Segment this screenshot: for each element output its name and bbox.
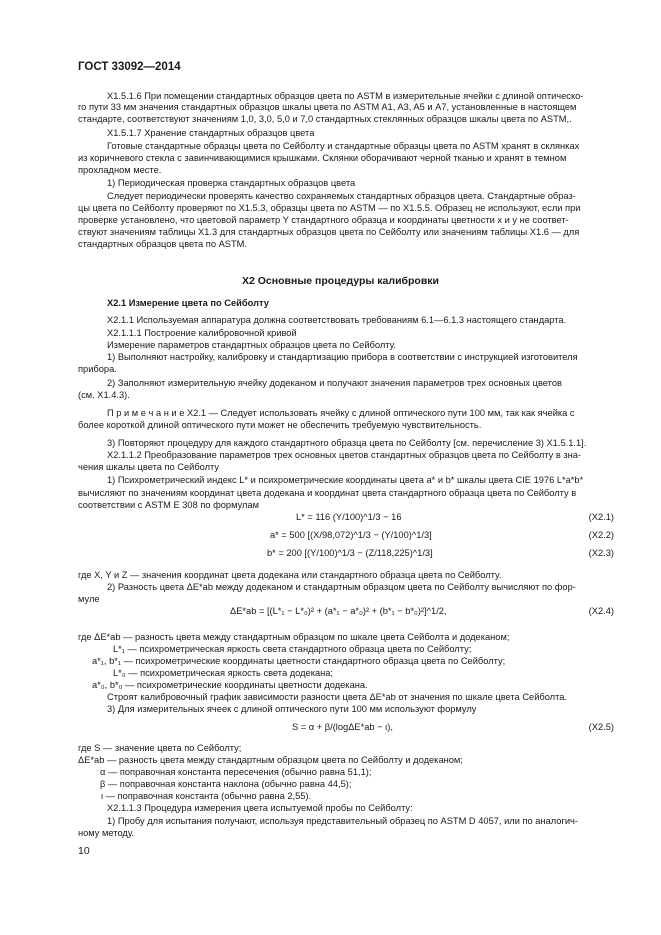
paragraph-line: где X, Y и Z — значения координат цвета додекана или стандартного образца цвета по Сейболту. (78, 570, 502, 580)
definition-line: a*₀, b*₀ — психрометрические координаты цветности додекана. (92, 680, 368, 690)
paragraph-line: 2) Разность цвета ΔE*ab между додеканом и стандартным образцом цвета по Сейболту вычисляют по фор- (107, 582, 576, 592)
paragraph-line: X2.1.1.2 Преобразование параметров трех основных цветов стандартных образцов цвета по Сейболту в зна- (107, 450, 582, 460)
paragraph-line: 3) Для измерительных ячеек с длиной оптического пути 100 мм используют формулу (107, 704, 477, 714)
equation-number: (X2.1) (588, 512, 614, 522)
paragraph-line: Следует периодически проверять качество сохраняемых стандартных образцов цвета. Стандартные образ- (107, 191, 576, 201)
paragraph-line: вычисляют по значениям координат цвета додекана и координат цвета стандартного образца цвета по Сейболту в (78, 488, 577, 498)
equation-x2-3: b* = 200 [(Y/100)^1/3 − (Z/118,225)^1/3] (267, 548, 433, 558)
equation-number: (X2.2) (588, 530, 614, 540)
paragraph-line: X1.5.1.6 При помещении стандартных образцов цвета по ASTM в измерительные ячейки с длиной оптическо- (107, 91, 584, 101)
paragraph-line: Готовые стандартные образцы цвета по Сейболту и стандартные образцы цвета по ASTM хранят в склянках (107, 141, 580, 151)
paragraph-line: 1) Периодическая проверка стандартных образцов цвета (107, 178, 356, 188)
definition-line: L*₁ — психрометрическая яркость света стандартного образца цвета по Сейболту; (113, 644, 472, 654)
paragraph-line: X1.5.1.7 Хранение стандартных образцов цвета (107, 128, 315, 138)
definition-line: где S — значение цвета по Сейболту; (78, 743, 242, 753)
paragraph-line: X2.1.1 Используемая аппаратура должна соответствовать требованиям 6.1—6.1.3 настоящего стандарта. (107, 315, 567, 325)
paragraph-line: 1) Выполняют настройку, калибровку и стандартизацию прибора в соответствии с инструкцией изготовителя (107, 352, 578, 362)
equation-number: (X2.3) (588, 548, 614, 558)
paragraph-line: проверке установлено, что цветовой параметр Y стандартного образца и координаты цветности x и y не соответ- (78, 215, 569, 225)
definition-line: L*₀ — психрометрическая яркость света додекана; (113, 668, 334, 678)
equation-number: (X2.4) (588, 606, 614, 616)
paragraph-line: Измерение параметров стандартных образцов цвета по Сейболту. (107, 340, 396, 350)
equation-x2-4: ΔE*ab = [(L*₁ − L*₀)² + (a*₁ − a*₀)² + (b*₁ − b*₀)²]^1/2, (230, 606, 447, 616)
document-header: ГОСТ 33092—2014 (78, 61, 181, 73)
paragraph-line: 3) Повторяют процедуру для каждого стандартного образца цвета по Сейболту [см. перечисление 3) X1.5.1.1]. (107, 438, 587, 448)
paragraph-line: прибора. (78, 364, 117, 374)
paragraph-line: стандартных образцов цвета по ASTM. (78, 239, 248, 249)
paragraph-line: Строят калибровочный график зависимости разности цвета ΔE*ab от значения по шкале цвета Сейболта. (107, 692, 568, 702)
paragraph-line: стандарте, соответствуют значениям 1,0, 3,0, 5,0 и 7,0 стандартных стеклянных образцов шкалы цвета по ASTM,. (78, 114, 572, 124)
equation-x2-2: a* = 500 [(X/98,072)^1/3 − (Y/100)^1/3] (270, 530, 432, 540)
page-number: 10 (78, 845, 90, 857)
paragraph-line: из коричневого стекла с завинчивающимися крышками. Склянки оборачивают черной тканью и хранят в темном (78, 153, 567, 163)
definition-line: ι — поправочная константа (обычно равна 2,55). (101, 791, 312, 801)
equation-number: (X2.5) (588, 722, 614, 732)
equation-x2-1: L* = 116 (Y/100)^1/3 − 16 (296, 512, 402, 522)
paragraph-line: ному методу. (78, 828, 135, 838)
paragraph-line: чения шкалы цвета по Сейболту (78, 462, 220, 472)
definition-line: α — поправочная константа пересечения (обычно равна 51,1); (100, 767, 372, 777)
note-line: П р и м е ч а н и е X2.1 — Следует использовать ячейку с длиной оптического пути 100 мм, так как ячейка с (107, 408, 575, 418)
section-heading: X2 Основные процедуры калибровки (242, 275, 439, 287)
paragraph-line: соответствии с ASTM E 308 по формулам (78, 500, 260, 510)
paragraph-line: 1) Пробу для испытания получают, используя представительный образец по ASTM D 4057, или по аналогич- (107, 816, 578, 826)
paragraph-line: го пути 33 мм значения стандартных образцов шкалы цвета по ASTM A1, A3, A5 и A7, установленные в настоящем (78, 102, 577, 112)
equation-x2-5: S = α + β/(logΔE*ab − ι), (292, 722, 393, 732)
paragraph-line: 1) Психрометрический индекс L* и психрометрические координаты цвета a* и b* шкалы цвета CIE 1976 L*a*b* (107, 475, 584, 485)
subsection-heading: X2.1 Измерение цвета по Сейболту (107, 298, 269, 308)
definition-line: где ΔE*ab — разность цвета между стандартным образцом по шкале цвета Сейболта и додеканом; (78, 632, 510, 642)
definition-line: a*₁, b*₁ — психрометрические координаты цветности стандартного образца цвета по Сейболту; (92, 656, 506, 666)
paragraph-line: 2) Заполняют измерительную ячейку додеканом и получают значения параметров трех основных цветов (107, 378, 562, 388)
paragraph-line: X2.1.1.3 Процедура измерения цвета испытуемой пробы по Сейболту: (107, 803, 413, 813)
paragraph-line: ствуют значениям таблицы X1.3 для стандартных образцов цвета по Сейболту или значениям таблицы X1.6 — для (78, 227, 580, 237)
paragraph-line: прохладном месте. (78, 165, 162, 175)
paragraph-line: муле (78, 594, 100, 604)
paragraph-line: X2.1.1.1 Построение калибровочной кривой (107, 328, 297, 338)
definition-line: β — поправочная константа наклона (обычно равна 44,5); (100, 779, 352, 789)
definition-line: ΔE*ab — разность цвета между стандартным образцом цвета по Сейболту и додеканом; (78, 755, 463, 765)
note-line: более короткой длиной оптического пути может не обеспечить требуемую чувствительность. (78, 420, 482, 430)
paragraph-line: (см. X1.4.3). (78, 390, 130, 400)
paragraph-line: цы цвета по Сейболту проверяют по X1.5.3, образцы цвета по ASTM — по X1.5.5. Образец не используют, если при (78, 203, 581, 213)
